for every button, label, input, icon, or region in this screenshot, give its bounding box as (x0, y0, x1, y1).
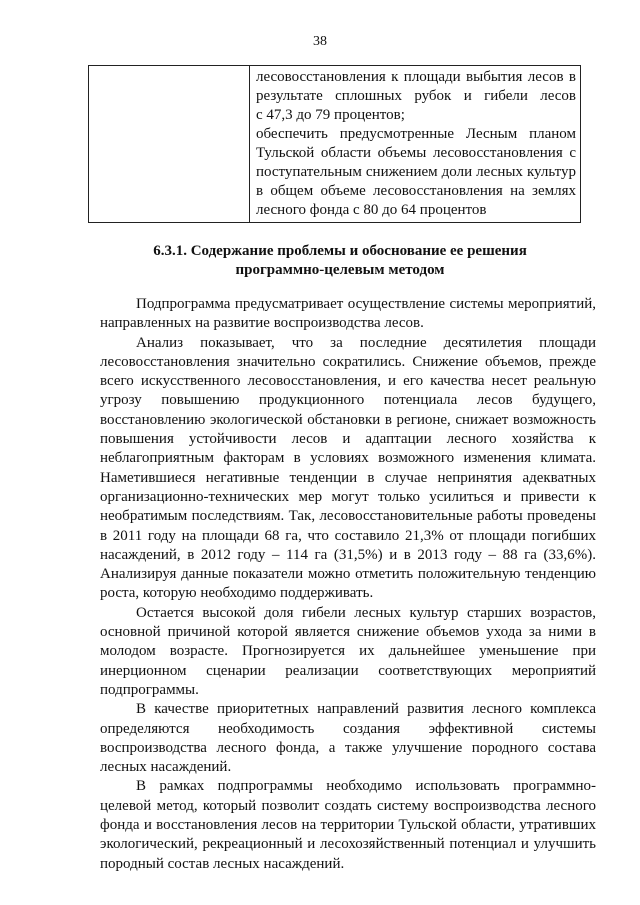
paragraph-line: Анализ показывает, что за последние десятилетия площади (136, 334, 596, 351)
table-text-line: в общем объеме лесовосстановления на землях (256, 183, 576, 199)
page-number: 38 (313, 34, 327, 49)
table-text-line: лесного фонда с 80 до 64 процентов (256, 202, 487, 218)
paragraph (100, 777, 596, 873)
paragraph-line: повышения устойчивости лесов и адаптации лесного хозяйства к (100, 431, 596, 448)
paragraph-line: роста, которую необходимо поддерживать. (100, 585, 374, 602)
paragraph-line: целевой метод, который позволит создать систему воспроизводства лесного (100, 797, 596, 814)
paragraph-line: Подпрограмма предусматривает осуществление системы мероприятий, (136, 296, 596, 312)
table-cell-left (89, 66, 250, 223)
paragraph (100, 604, 596, 700)
body-text (100, 295, 596, 874)
table-text-line: обеспечить предусмотренные Лесным планом (256, 126, 576, 142)
paragraph-line: лесовосстановления значительно сократились. Снижение объемов, прежде (100, 353, 596, 370)
paragraph-line: воспроизводства лесного фонда, а также улучшение породного состава (100, 739, 596, 756)
paragraph-line: подпрограммы. (100, 681, 199, 698)
paragraph-line: необратимым последствиям. Так, лесовосстановительные работы проведены (100, 508, 596, 525)
paragraph-line: определяются необходимость создания эффективной системы (100, 720, 596, 737)
table-cell-right (250, 66, 581, 223)
table-row (89, 66, 581, 223)
table-text-line: лесовосстановления к площади выбытия лесов в (256, 69, 576, 85)
paragraph-line: организационно-технических мер могут только усилиться и привести к (100, 488, 596, 505)
table-text-line: результате сплошных рубок и гибели лесов (256, 88, 576, 104)
paragraph-line: угрозу повышению продукционного потенциала лесов будущего, (100, 392, 596, 409)
paragraph (100, 295, 596, 334)
section-heading (90, 242, 590, 280)
paragraph-line: инерционном сценарии реализации соответствующих мероприятий (100, 662, 596, 679)
paragraph (100, 334, 596, 604)
paragraph-line: всего искусственного лесовосстановления, и его качества несет реальную (100, 373, 596, 390)
section-heading-line: 6.3.1. Содержание проблемы и обоснование ее решения (153, 243, 527, 259)
paragraph-line: лесных насаждений. (100, 759, 232, 776)
paragraph-line: основной причиной которой является снижение объемов ухода за ними в (100, 624, 596, 641)
section-heading-line: программно-целевым методом (235, 262, 445, 278)
table-text-line: Тульской области объемы лесовосстановления с (256, 145, 576, 161)
paragraph-line: в 2011 году на площади 68 га, что составило 21,3% от площади погибших (100, 527, 596, 544)
paragraph-line: насаждений, в 2012 году – 114 га (31,5%) и в 2013 году – 88 га (33,6%). (100, 546, 596, 563)
paragraph-line: экологический, рекреационный и лесохозяйственный потенциал и улучшить (100, 836, 596, 853)
paragraph-line: В качестве приоритетных направлений развития лесного комплекса (136, 701, 596, 718)
paragraph-line: Анализируя данные показатели можно отметить положительную тенденцию (100, 566, 596, 583)
table-text-line: с 47,3 до 79 процентов; (256, 107, 405, 123)
paragraph-line: неблагоприятным факторам в условиях возможного изменения климата. (100, 450, 596, 467)
paragraph-line: восстановлению экологической обстановки в регионе, снижает возможность (100, 411, 596, 428)
table-text-line: поступательным снижением доли лесных культур (256, 164, 576, 180)
paragraph (100, 700, 596, 777)
paragraph-line: Наметившиеся негативные тенденции в случае непринятия адекватных (100, 469, 596, 486)
paragraph-line: направленных на развитие воспроизводства лесов. (100, 315, 424, 332)
continuation-table (88, 65, 581, 223)
paragraph-line: молодом возрасте. Прогнозируется их дальнейшее уменьшение при (100, 643, 596, 660)
paragraph-line: породный состав лесных насаждений. (100, 855, 345, 872)
paragraph-line: фонда и восстановления лесов на территории Тульской области, утративших (100, 817, 596, 834)
paragraph-line: Остается высокой доля гибели лесных культур старших возрастов, (136, 604, 596, 621)
paragraph-line: В рамках подпрограммы необходимо использовать программно- (136, 778, 596, 795)
